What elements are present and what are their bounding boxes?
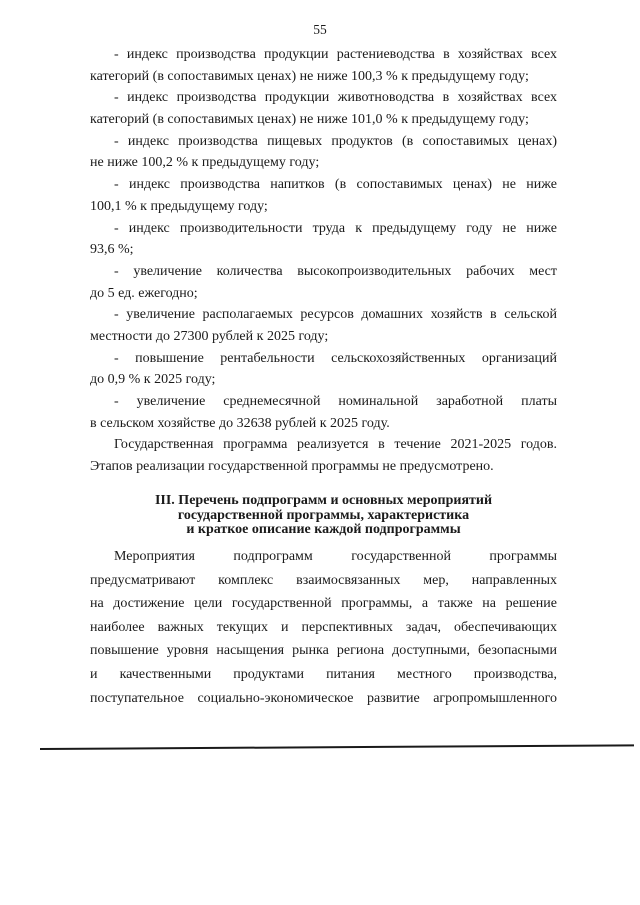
list-item-line: не ниже 100,2 % к предыдущему году; (90, 155, 320, 171)
list-item-line: до 5 ед. ежегодно; (90, 285, 198, 301)
paragraph-line: и качественными продуктами питания местного производства, (90, 666, 557, 682)
indicators-list (90, 44, 557, 478)
paragraph-line: повышение уровня насыщения рынка региона доступными, безопасными (90, 643, 557, 659)
paragraph-line: Государственная программа реализуется в течение 2021-2025 годов. (114, 437, 557, 453)
list-item-line: - индекс производства продукции животноводства в хозяйствах всех (114, 90, 557, 106)
list-item-line: - индекс производства пищевых продуктов (в сопоставимых ценах) (114, 133, 557, 149)
footer-divider (40, 744, 634, 750)
list-item-line: - увеличение количества высокопроизводительных рабочих мест (114, 263, 557, 279)
list-item-line: в сельском хозяйстве до 32638 рублей к 2025 году. (90, 415, 390, 431)
section-body (90, 545, 557, 710)
paragraph-line: Мероприятия подпрограмм государственной программы (114, 549, 557, 564)
list-item-line: 93,6 %; (90, 242, 134, 258)
paragraph-line: наиболее важных текущих и перспективных задач, обеспечивающих (90, 619, 557, 635)
list-item-line: - увеличение располагаемых ресурсов домашних хозяйств в сельской (114, 307, 557, 323)
list-item-line: до 0,9 % к 2025 году; (90, 372, 216, 388)
list-item-line: 100,1 % к предыдущему году; (90, 198, 268, 214)
page-number: 55 (313, 22, 327, 37)
paragraph-line: Этапов реализации государственной программы не предусмотрено. (90, 459, 494, 475)
paragraph-line: предусматривают комплекс взаимосвязанных мер, направленных (90, 572, 557, 588)
list-item-line: категорий (в сопоставимых ценах) не ниже 101,0 % к предыдущему году; (90, 112, 529, 128)
list-item-line: - индекс производительности труда к предыдущему году не ниже (114, 220, 557, 236)
list-item-line: - индекс производства продукции растениеводства в хозяйствах всех (114, 47, 557, 62)
list-item-line: - увеличение среднемесячной номинальной заработной платы (114, 394, 557, 409)
section-heading-line: III. Перечень подпрограмм и основных мероприятий (154, 493, 493, 508)
section-heading-line: государственной программы, характеристика (177, 507, 470, 523)
list-item-line: категорий (в сопоставимых ценах) не ниже 100,3 % к предыдущему году; (90, 68, 529, 84)
list-item-line: - индекс производства напитков (в сопоставимых ценах) не ниже (114, 177, 557, 193)
list-item-line: - повышение рентабельности сельскохозяйственных организаций (114, 350, 557, 366)
section-heading (90, 494, 557, 538)
section-heading-line: и краткое описание каждой подпрограммы (186, 522, 461, 537)
paragraph-line: поступательное социально-экономическое развитие агропромышленного (90, 690, 557, 706)
list-item-line: местности до 27300 рублей к 2025 году; (90, 328, 329, 344)
paragraph-line: на достижение цели государственной программы, а также на решение (90, 596, 557, 612)
